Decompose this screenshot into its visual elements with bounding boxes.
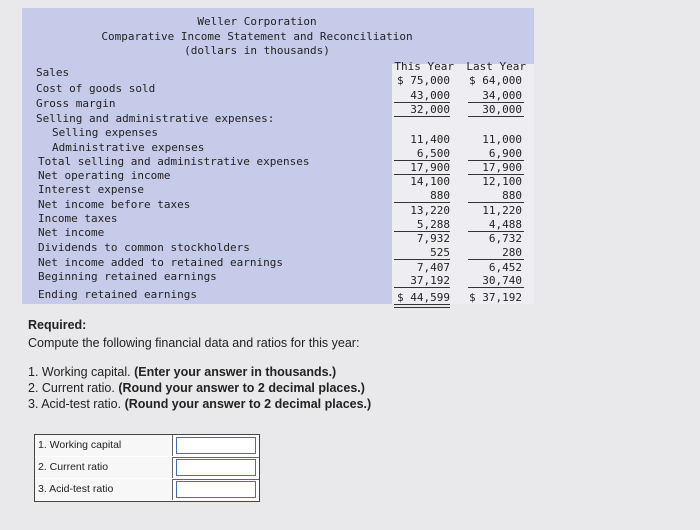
value-this-year-net-operating-income: 14,100 (410, 175, 450, 188)
underline-total-sga-last-year (468, 174, 524, 175)
value-last-year-total-sga: 17,900 (482, 161, 522, 174)
value-this-year-gross-margin: 32,000 (410, 103, 450, 116)
underline-taxes-last-year (468, 231, 524, 232)
company-name: Weller Corporation (197, 15, 317, 28)
column-header-last-year: Last Year (466, 60, 526, 73)
value-this-year-nibt: 13,220 (410, 204, 450, 217)
task-note: (Enter your answer in thousands.) (134, 365, 337, 379)
required-instruction: Compute the following financial data and ratios for this year: (28, 336, 360, 350)
task-acid-test-ratio (28, 396, 371, 412)
task-text: 2. Current ratio. (28, 381, 115, 395)
task-list (28, 364, 371, 412)
row-label-cogs: Cost of goods sold (36, 82, 156, 95)
double-underline-ending-re-this-year-2 (394, 307, 450, 308)
task-working-capital (28, 364, 371, 380)
value-last-year-net-income: 6,732 (488, 232, 522, 245)
value-last-year-cogs: 34,000 (482, 89, 522, 102)
value-last-year-nibt: 11,220 (482, 204, 522, 217)
task-text: 1. Working capital. (28, 365, 131, 379)
underline-dividends-last-year (468, 259, 524, 260)
underline-total-sga-this-year (394, 174, 450, 175)
value-this-year-selling: 11,400 (410, 133, 450, 146)
column-header-this-year: This Year (394, 60, 454, 73)
value-last-year-selling: 11,000 (482, 133, 522, 146)
value-last-year-added-re: 6,452 (488, 261, 522, 274)
statement-header (22, 8, 534, 64)
double-underline-ending-re-this-year-1 (394, 304, 450, 305)
value-this-year-sales: $ 75,000 (397, 74, 450, 87)
row-label-net-income: Net income (38, 226, 105, 239)
row-label-sales: Sales (36, 66, 70, 79)
underline-beginning-re-this-year (394, 287, 450, 288)
row-label-interest: Interest expense (38, 183, 144, 196)
row-label-total-sga: Total selling and administrative expenses (38, 155, 310, 168)
value-last-year-interest: 880 (502, 189, 522, 202)
row-label-dividends: Dividends to common stockholders (38, 241, 250, 254)
row-label-sga: Selling and administrative expenses: (36, 112, 275, 125)
underline-admin-this-year (394, 160, 450, 161)
task-text: 3. Acid-test ratio. (28, 397, 122, 411)
underline-interest-last-year (468, 202, 524, 203)
underline-cogs-last-year (468, 102, 524, 103)
value-last-year-admin: 6,900 (488, 147, 522, 160)
value-last-year-dividends: 280 (502, 246, 522, 259)
value-this-year-added-re: 7,407 (416, 261, 450, 274)
underline-taxes-this-year (394, 231, 450, 232)
required-title: Required: (28, 318, 87, 332)
value-last-year-ending-re: $ 37,192 (469, 291, 522, 304)
value-this-year-dividends: 525 (430, 246, 450, 259)
underline-gross-margin-this-year (394, 116, 450, 117)
statement-units: (dollars in thousands) (184, 44, 330, 57)
underline-beginning-re-last-year (468, 287, 524, 288)
value-this-year-interest: 880 (430, 189, 450, 202)
row-label-beginning-re: Beginning retained earnings (38, 270, 217, 283)
value-last-year-income-taxes: 4,488 (488, 218, 522, 231)
value-this-year-cogs: 43,000 (410, 89, 450, 102)
value-last-year-beginning-re: 30,740 (482, 274, 522, 287)
required-section (28, 318, 371, 412)
row-label-selling: Selling expenses (52, 126, 158, 139)
statement-title: Comparative Income Statement and Reconciliation (101, 30, 413, 43)
answer-row-acid-test-ratio (35, 479, 259, 501)
value-last-year-net-operating-income: 12,100 (482, 175, 522, 188)
answer-table (34, 434, 260, 502)
row-label-ending-re: Ending retained earnings (38, 288, 197, 301)
answer-label: 3. Acid-test ratio (35, 479, 173, 500)
task-note: (Round your answer to 2 decimal places.) (124, 397, 372, 411)
underline-cogs-this-year (394, 102, 450, 103)
underline-admin-last-year (468, 160, 524, 161)
acid-test-ratio-input[interactable] (176, 481, 256, 498)
underline-dividends-this-year (394, 259, 450, 260)
value-this-year-ending-re: $ 44,599 (397, 291, 450, 304)
underline-gross-margin-last-year (468, 116, 524, 117)
row-label-gross-margin: Gross margin (36, 97, 116, 110)
row-label-admin: Administrative expenses (52, 141, 205, 154)
value-this-year-admin: 6,500 (416, 147, 450, 160)
value-last-year-sales: $ 64,000 (469, 74, 522, 87)
working-capital-input[interactable] (176, 437, 256, 454)
underline-interest-this-year (394, 202, 450, 203)
task-current-ratio (28, 380, 371, 396)
answer-label: 2. Current ratio (35, 457, 173, 478)
answer-label: 1. Working capital (35, 435, 173, 456)
answer-row-working-capital (35, 435, 259, 458)
row-label-net-operating-income: Net operating income (38, 169, 171, 182)
row-label-added-re: Net income added to retained earnings (38, 256, 284, 269)
value-last-year-gross-margin: 30,000 (482, 103, 522, 116)
answer-row-current-ratio (35, 457, 259, 480)
row-label-income-taxes: Income taxes (38, 212, 118, 225)
value-this-year-income-taxes: 5,288 (416, 218, 450, 231)
row-label-nibt: Net income before taxes (38, 198, 191, 211)
task-note: (Round your answer to 2 decimal places.) (118, 381, 365, 395)
current-ratio-input[interactable] (176, 459, 256, 476)
value-this-year-beginning-re: 37,192 (410, 274, 450, 287)
value-this-year-net-income: 7,932 (416, 232, 450, 245)
value-this-year-total-sga: 17,900 (410, 161, 450, 174)
